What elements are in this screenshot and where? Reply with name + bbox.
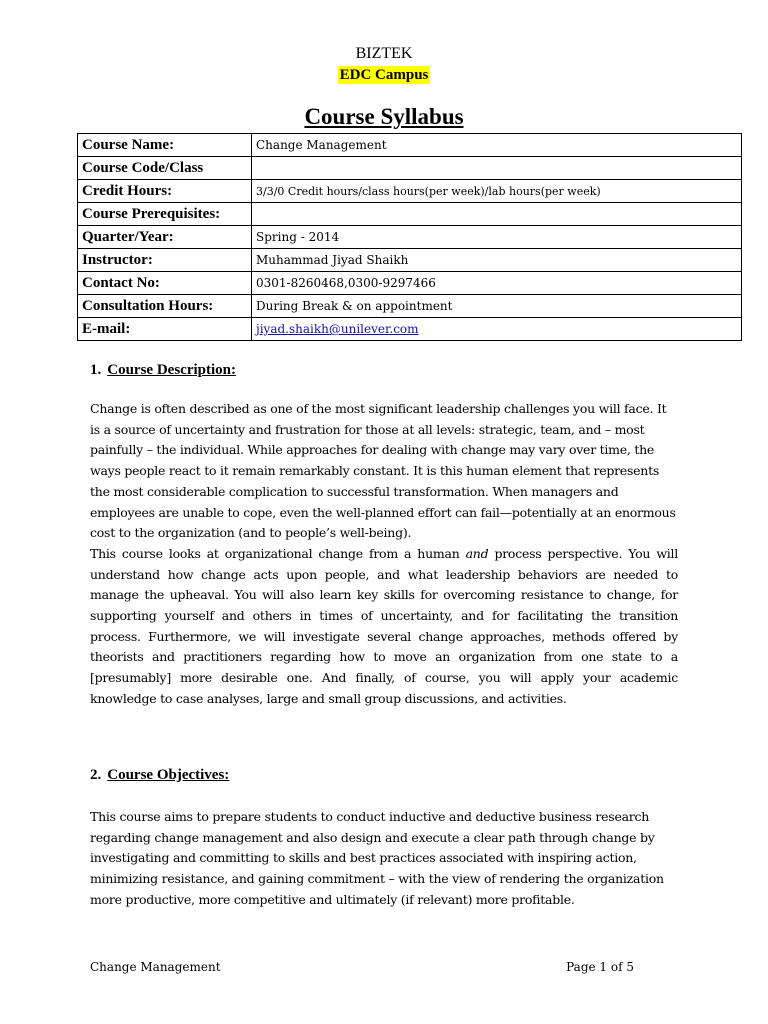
table-row xyxy=(78,272,742,295)
paragraph-text: This course looks at organizational change from a human xyxy=(90,545,466,561)
row-value xyxy=(252,157,742,180)
row-label: Contact No: xyxy=(78,272,252,295)
row-value xyxy=(252,203,742,226)
table-row xyxy=(78,226,742,249)
table-row xyxy=(78,203,742,226)
table-row xyxy=(78,249,742,272)
row-label: Quarter/Year: xyxy=(78,226,252,249)
row-label: Course Code/Class xyxy=(78,157,252,180)
paragraph xyxy=(90,544,678,710)
email-cell xyxy=(252,318,742,341)
paragraph-text: process perspective. You will understand how change acts upon people, and what leadership behaviors are needed to manage the upheaval. You will also learn key skills for overcoming resistance to change, for supporting yourself and others in times of uncertainty, and for facilitating the transition process. Furthermore, we will investigate several change approaches, methods offered by theorists and practitioners regarding how to move an organization from one state to a [presumably] more desirable one. And finally, of course, you will apply your academic knowledge to case analyses, large and small group discussions, and activities. xyxy=(90,545,679,706)
emphasis-text: and xyxy=(465,545,489,561)
section-number: 1. xyxy=(90,362,102,378)
section-heading-description xyxy=(90,362,236,379)
table-row xyxy=(78,295,742,318)
paragraph: Change is often described as one of the most significant leadership challenges you will face. It is a source of uncertainty and frustration for those at all levels: strategic, team, and – most painfully – the individual. While approaches for dealing with change may vary over time, the ways people react to it remain remarkably constant. It is this human element that represents the most considerable complication to successful transformation. When managers and employees are unable to cope, even the well-planned effort can fail—potentially at an enormous cost to the organization (and to people’s well-being). xyxy=(90,401,676,541)
campus-name: EDC Campus xyxy=(339,67,429,83)
row-label: Credit Hours: xyxy=(78,180,252,203)
table-row xyxy=(78,134,742,157)
course-description-text xyxy=(90,399,678,710)
section-number: 2. xyxy=(90,767,102,783)
row-value: 3/3/0 Credit hours/class hours(per week)/lab hours(per week) xyxy=(252,180,742,203)
row-value: During Break & on appointment xyxy=(252,295,742,318)
row-label: E-mail: xyxy=(78,318,252,341)
row-value: Muhammad Jiyad Shaikh xyxy=(252,249,742,272)
table-row xyxy=(78,157,742,180)
row-value: Change Management xyxy=(252,134,742,157)
row-value: 0301-8260468,0300-9297466 xyxy=(252,272,742,295)
row-label: Instructor: xyxy=(78,249,252,272)
row-value: Spring - 2014 xyxy=(252,226,742,249)
row-label: Course Prerequisites: xyxy=(78,203,252,226)
footer-course-name: Change Management xyxy=(90,960,221,974)
section-title: Course Objectives: xyxy=(107,767,230,783)
table-row xyxy=(78,318,742,341)
page-title: Course Syllabus xyxy=(304,104,464,129)
table-row xyxy=(78,180,742,203)
email-link[interactable]: jiyad.shaikh@unilever.com xyxy=(256,322,419,336)
document-header xyxy=(0,44,768,84)
paragraph: This course aims to prepare students to conduct inductive and deductive business research regarding change management and also design and execute a clear path through change by investigating and committing to skills and best practices associated with inspiring action, minimizing resistance, and gaining commitment – with the view of rendering the organization more productive, more competitive and ultimately (if relevant) more profitable. xyxy=(90,809,664,907)
section-heading-objectives xyxy=(90,767,229,784)
page-footer xyxy=(90,960,634,974)
page-number: Page 1 of 5 xyxy=(566,960,634,974)
row-label: Course Name: xyxy=(78,134,252,157)
course-info-table xyxy=(77,133,742,341)
institution-name: BIZTEK xyxy=(355,45,413,62)
row-label: Consultation Hours: xyxy=(78,295,252,318)
course-objectives-text xyxy=(90,807,678,911)
section-title: Course Description: xyxy=(107,362,236,378)
